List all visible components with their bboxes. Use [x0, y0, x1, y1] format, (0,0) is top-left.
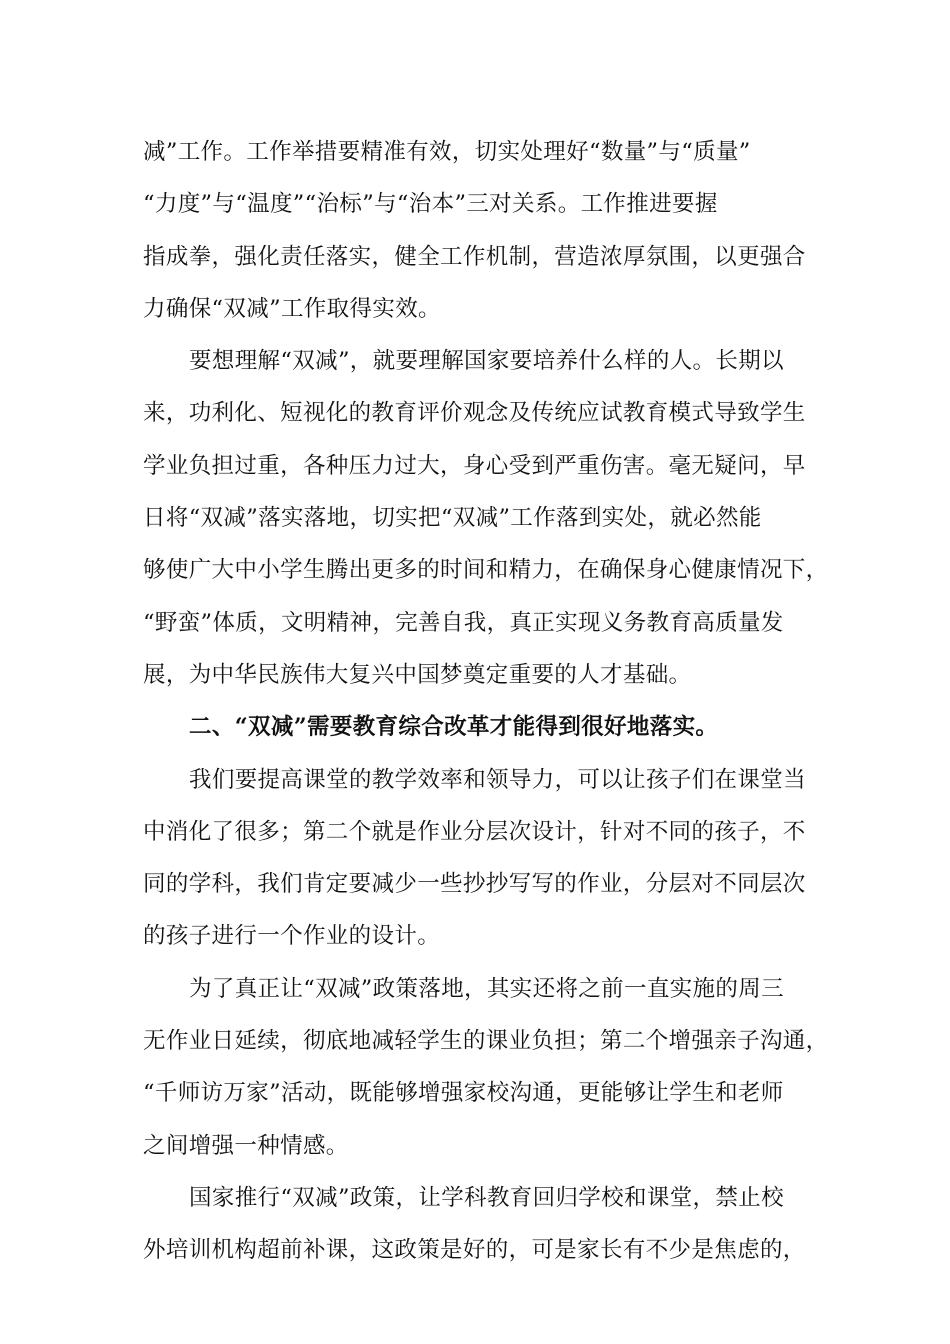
text-line: “力度”与“温度”“治标”与“治本”三对关系。工作推进要握 — [143, 191, 718, 218]
text-line: 够使广大中小学生腾出更多的时间和精力，在确保身心健康情况下， — [143, 557, 829, 584]
text-line: 来，功利化、短视化的教育评价观念及传统应试教育模式导致学生 — [143, 400, 806, 427]
text-line: 中消化了很多；第二个就是作业分层次设计，针对不同的孩子，不 — [143, 818, 806, 845]
text-line: 日将“双减”落实落地，切实把“双减”工作落到实处，就必然能 — [143, 505, 762, 532]
text-line: 减”工作。工作举措要精准有效，切实处理好“数量”与“质量” — [143, 139, 751, 165]
section-heading: 二、“双减”需要教育综合改革才能得到很好地落实。 — [189, 714, 719, 741]
text-line: 外培训机构超前补课，这政策是好的，可是家长有不少是焦虑的， — [143, 1237, 806, 1264]
text-line: 的孩子进行一个作业的设计。 — [143, 923, 441, 950]
paragraph-first-line: 我们要提高课堂的教学效率和领导力，可以让孩子们在课堂当 — [189, 766, 806, 793]
text-line: “千师访万家”活动，既能够增强家校沟通，更能够让学生和老师 — [143, 1080, 784, 1107]
text-line: 力确保“双减”工作取得实效。 — [143, 295, 441, 322]
text-line: 指成拳，强化责任落实，健全工作机制，营造浓厚氛围，以更强合 — [143, 243, 806, 270]
paragraph-first-line: 国家推行“双减”政策，让学科教育回归学校和课堂，禁止校 — [189, 1184, 784, 1211]
paragraph-first-line: 为了真正让“双减”政策落地，其实还将之前一直实施的周三 — [189, 975, 784, 1002]
text-line: 同的学科，我们肯定要减少一些抄抄写写的作业，分层对不同层次 — [143, 871, 806, 898]
text-line: 学业负担过重，各种压力过大，身心受到严重伤害。毫无疑问，早 — [143, 452, 806, 479]
text-line: 之间增强一种情感。 — [143, 1132, 349, 1159]
text-line: 无作业日延续，彻底地减轻学生的课业负担；第二个增强亲子沟通， — [143, 1028, 829, 1055]
document-body — [143, 126, 829, 1277]
text-line: 展，为中华民族伟大复兴中国梦奠定重要的人才基础。 — [143, 661, 692, 688]
paragraph-first-line: 要想理解“双减”，就要理解国家要培养什么样的人。长期以 — [189, 348, 784, 375]
text-line: “野蛮”体质，文明精神，完善自我，真正实现义务教育高质量发 — [143, 609, 784, 636]
